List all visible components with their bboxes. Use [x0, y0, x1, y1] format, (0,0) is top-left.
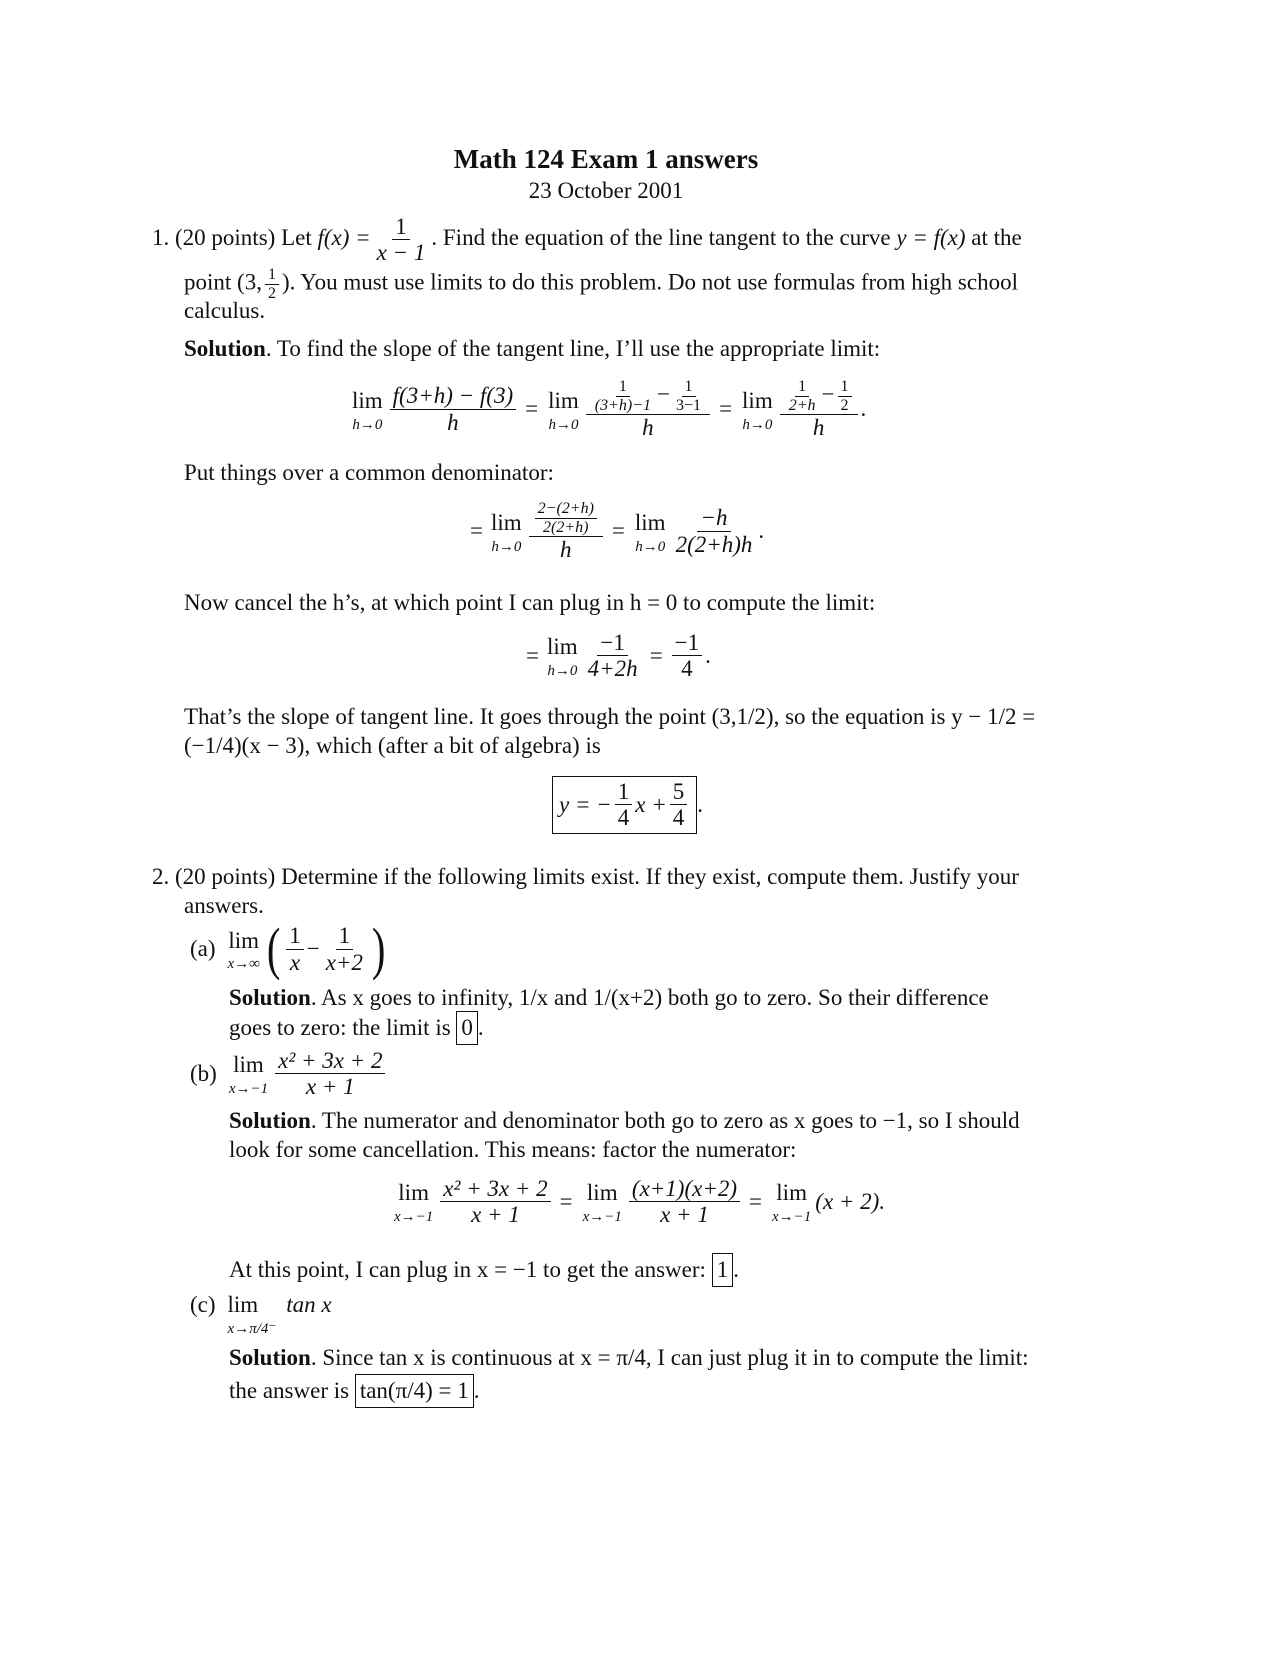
- part-b-plug-line: At this point, I can plug in x = −1 to get the answer: 1 .: [229, 1253, 739, 1287]
- part-c-problem: (c) lim x→π/4⁻ tan x: [190, 1292, 332, 1337]
- part-b-solution-line-2: look for some cancellation. This means: factor the numerator:: [229, 1137, 797, 1162]
- part-b-problem: (b) lim x→−1 $\frac{\text{x² + 3x + 2}}{x + 1}$: [190, 1048, 388, 1100]
- problem-1-line-2: point (3, $\frac{1}{2}$ ). You must use limits to do this problem. Do not use formulas from high school: [184, 266, 1018, 302]
- equation-common-denominator: = lim h→0 $\frac{\frac{2-(2+h)}{2(2+h)}}{h}$ = lim h→0 $\frac{-h}{2(2+h)h}$ .: [470, 500, 765, 563]
- text-slope-line-2: (−1/4)(x − 3), which (after a bit of algebra) is: [184, 733, 601, 758]
- part-c-answer: tan(π/4) = 1: [355, 1374, 474, 1408]
- part-b-answer: 1: [712, 1253, 734, 1287]
- text-cancel-h: Now cancel the h’s, at which point I can plug in h = 0 to compute the limit:: [184, 590, 876, 615]
- problem-1-line-1: 1. (20 points) Let f(x) = $\frac{1}{x - 1}$ . Find the equation of the line tangent to the curve y = f(x) at the: [152, 214, 1022, 266]
- equation-difference-quotient: lim h→0 $\frac{f(3+h) - f(3)}{h}$ = lim h→0 $\frac{1}{(3+h)-1}$ − $\frac{1}{3-1}$ h = lim h→0 $\frac{1}{2+h}$ − $\frac{1}{2}$ h .: [352, 378, 867, 441]
- page-title: Math 124 Exam 1 answers: [453, 144, 759, 174]
- answer-tangent-line: y = − $\frac{1}{4}$ x + $\frac{5}{4}$ .: [552, 776, 703, 834]
- equation-factor: lim x→−1 $\frac{\text{x² + 3x + 2}}{x + 1}$ = lim x→−1 $\frac{(x+1)(x+2)}{x + 1}$ = lim x→−1 (x + 2).: [394, 1176, 886, 1228]
- part-c-solution-line-1: Solution. Since tan x is continuous at x = π/4, I can just plug it in to compute the limit:: [229, 1345, 1029, 1370]
- problem-1-solution-intro: Solution. To find the slope of the tangent line, I’ll use the appropriate limit:: [184, 336, 881, 361]
- part-a-solution-line-2: goes to zero: the limit is 0 .: [229, 1011, 484, 1045]
- problem-2-line-2: answers.: [184, 893, 264, 918]
- exam-date: 23 October 2001: [528, 178, 684, 203]
- problem-1-line-3: calculus.: [184, 298, 266, 323]
- text-common-denominator: Put things over a common denominator:: [184, 460, 554, 485]
- text-slope-line-1: That’s the slope of tangent line. It goes through the point (3,1/2), so the equation is y − 1/2 =: [184, 704, 1036, 729]
- function-fraction: $\frac{1}{x - 1}$: [376, 214, 426, 266]
- problem-2-line-1: 2. (20 points) Determine if the following limits exist. If they exist, compute them. Justify your: [152, 864, 1019, 889]
- equation-plug-in: = lim h→0 $\frac{-1}{4+2h}$ = $\frac{-1}{4}$ .: [526, 630, 711, 682]
- part-c-solution-line-2: the answer is tan(π/4) = 1 .: [229, 1374, 479, 1408]
- part-a-problem: (a) lim x→∞ ( $\frac{1}{x}$ − $\frac{1}{x+2}$ ): [190, 916, 386, 981]
- part-b-solution-line-1: Solution. The numerator and denominator both go to zero as x goes to −1, so I should: [229, 1108, 1020, 1133]
- part-a-solution-line-1: Solution. As x goes to infinity, 1/x and 1/(x+2) both go to zero. So their difference: [229, 985, 989, 1010]
- part-a-answer: 0: [456, 1011, 478, 1045]
